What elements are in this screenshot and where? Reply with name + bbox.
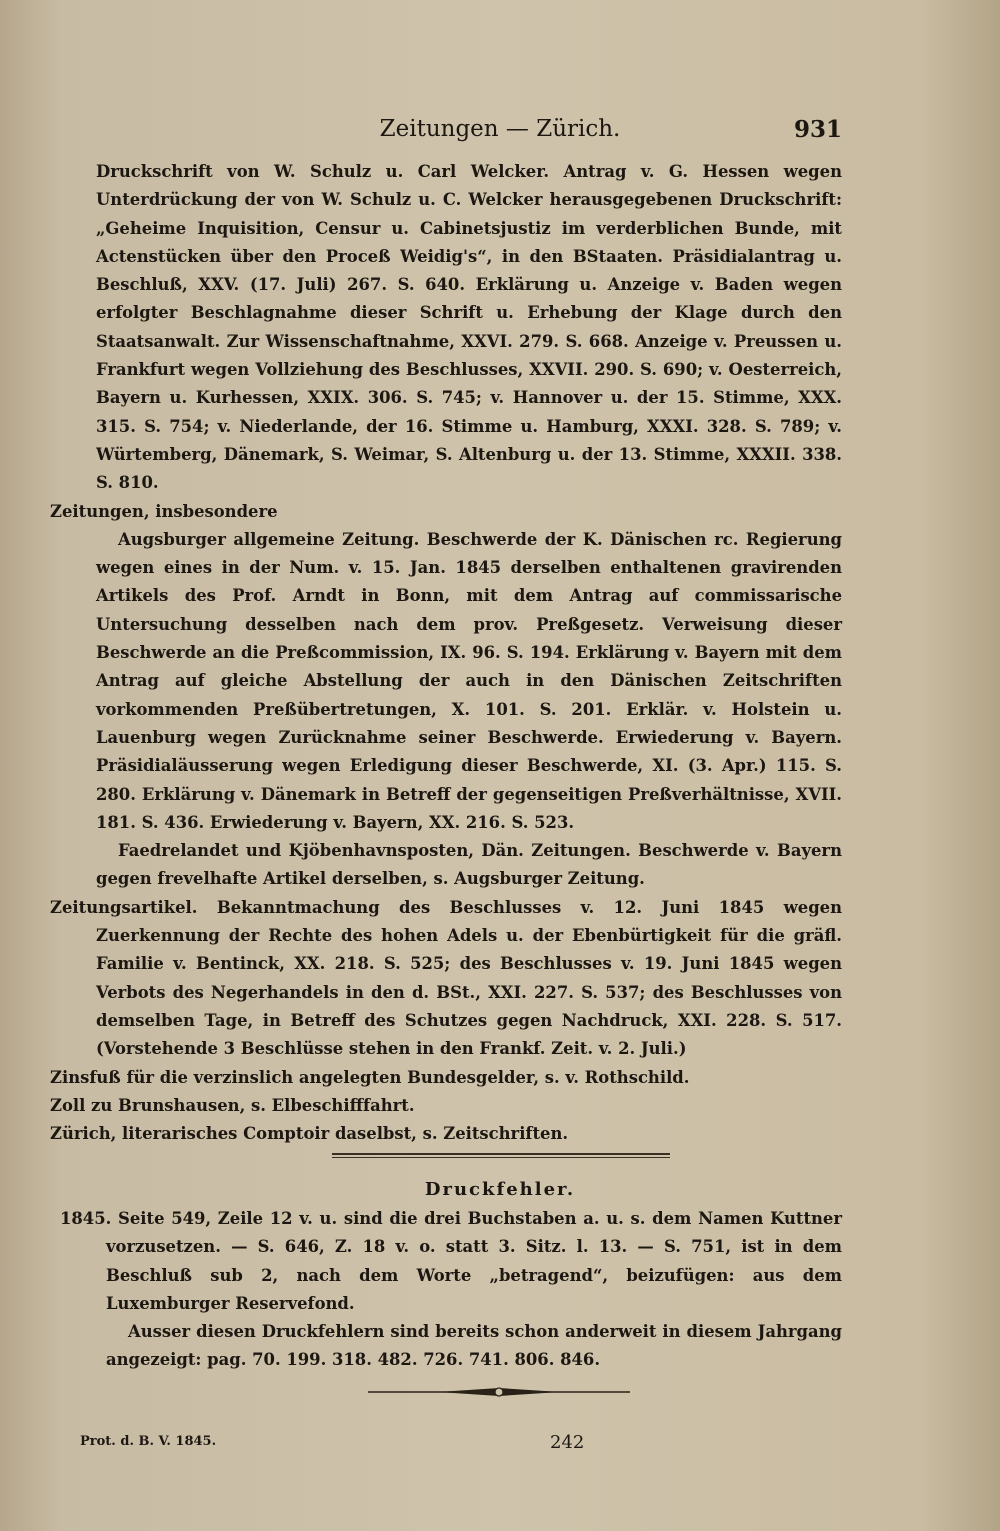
- sheet-number: 242: [550, 1432, 585, 1453]
- page-header: [0, 116, 1000, 150]
- index-entry: Zeitungen, insbesondere: [50, 501, 278, 521]
- index-entry: Zeitungsartikel. Bekanntmachung des Beschlusses v. 12. Juni 1845 wegen Zuerkennung der Rechte des hohen Adels u. der Ebenbürtigkeit für die gräfl. Familie v. Bentinck, XX. 218. S. 525; des Beschlusses v. 19. Juni 1845 wegen Verbots des Negerhandels in den d. BSt., XXI. 227. S. 537; des Beschlusses von demselben Tage, in Betreff des Schutzes gegen Nachdruck, XXI. 228. S. 517. (Vorstehende 3 Beschlüsse stehen in den Frankf. Zeit. v. 2. Juli.): [50, 897, 842, 1059]
- index-entries: [50, 158, 842, 1148]
- ornament-divider: [368, 1385, 630, 1399]
- page-footer: [80, 1432, 920, 1454]
- index-entry: Druckschrift von W. Schulz u. Carl Welcker. Antrag v. G. Hessen wegen Unterdrückung der von W. Schulz u. C. Welcker herausgegebenen Druckschrift: „Geheime Inquisition, Censur u. Cabinetsjustiz im verderblichen Bunde, mit Actenstücken über den Proceß Weidig's“, in den BStaaten. Präsidialantrag u. Beschluß, XXV. (17. Juli) 267. S. 640. Erklärung u. Anzeige v. Baden wegen erfolgter Beschlagnahme dieser Schrift u. Erhebung der Klage durch den Staatsanwalt. Zur Wissenschaftnahme, XXVI. 279. S. 668. Anzeige v. Preussen u. Frankfurt wegen Vollziehung des Beschlusses, XXVII. 290. S. 690; v. Oesterreich, Bayern u. Kurhessen, XXIX. 306. S. 745; v. Hannover u. der 15. Stimme, XXX. 315. S. 754; v. Niederlande, der 16. Stimme u. Hamburg, XXXI. 328. S. 789; v. Würtemberg, Dänemark, S. Weimar, S. Altenburg u. der 13. Stimme, XXXII. 338. S. 810.: [96, 162, 842, 493]
- index-entry: Zinsfuß für die verzinslich angelegten Bundesgelder, s. v. Rothschild.: [50, 1067, 690, 1087]
- errata-paragraph: 1845. Seite 549, Zeile 12 v. u. sind die drei Buchstaben a. u. s. dem Namen Kuttner vorzusetzen. — S. 646, Z. 18 v. o. statt 3. Sitz. l. 13. — S. 751, ist in dem Beschluß sub 2, nach dem Worte „betragend“, beizufügen: aus dem Luxemburger Reservefond.: [60, 1209, 842, 1313]
- errata-paragraph: Ausser diesen Druckfehlern sind bereits schon anderweit in diesem Jahrgang angezeigt: pag. 70. 199. 318. 482. 726. 741. 806. 846.: [106, 1322, 842, 1370]
- section-divider-thin: [332, 1157, 670, 1158]
- running-title: Zeitungen — Zürich.: [379, 116, 621, 142]
- index-entry: Zoll zu Brunshausen, s. Elbeschifffahrt.: [50, 1095, 415, 1115]
- index-entry: Zürich, literarisches Comptoir daselbst, s. Zeitschriften.: [50, 1124, 569, 1144]
- errata-heading: Druckfehler.: [424, 1179, 576, 1200]
- footer-signature: Prot. d. B. V. 1845.: [80, 1434, 217, 1449]
- index-entry: Faedrelandet und Kjöbenhavnsposten, Dän. Zeitungen. Beschwerde v. Bayern gegen frevelhafte Artikel derselben, s. Augsburger Zeitung.: [96, 841, 842, 889]
- section-divider: [332, 1153, 670, 1155]
- index-entry: Augsburger allgemeine Zeitung. Beschwerde der K. Dänischen rc. Regierung wegen eines in der Num. v. 15. Jan. 1845 derselben enthaltenen gravirenden Artikels des Prof. Arndt in Bonn, mit dem Antrag auf commissarische Untersuchung desselben nach dem prov. Preßgesetz. Verweisung dieser Beschwerde an die Preßcommission, IX. 96. S. 194. Erklärung v. Bayern mit dem Antrag auf gleiche Abstellung der auch in den Dänischen Zeitschriften vorkommenden Preßübertretungen, X. 101. S. 201. Erklär. v. Holstein u. Lauenburg wegen Zurücknahme seiner Beschwerde. Erwiederung v. Bayern. Präsidialäusserung wegen Erledigung dieser Beschwerde, XI. (3. Apr.) 115. S. 280. Erklärung v. Dänemark in Betreff der gegenseitigen Preßverhältnisse, XVII. 181. S. 436. Erwiederung v. Bayern, XX. 216. S. 523.: [96, 529, 842, 832]
- errata-section: [60, 1205, 842, 1375]
- page-number: 931: [793, 116, 842, 143]
